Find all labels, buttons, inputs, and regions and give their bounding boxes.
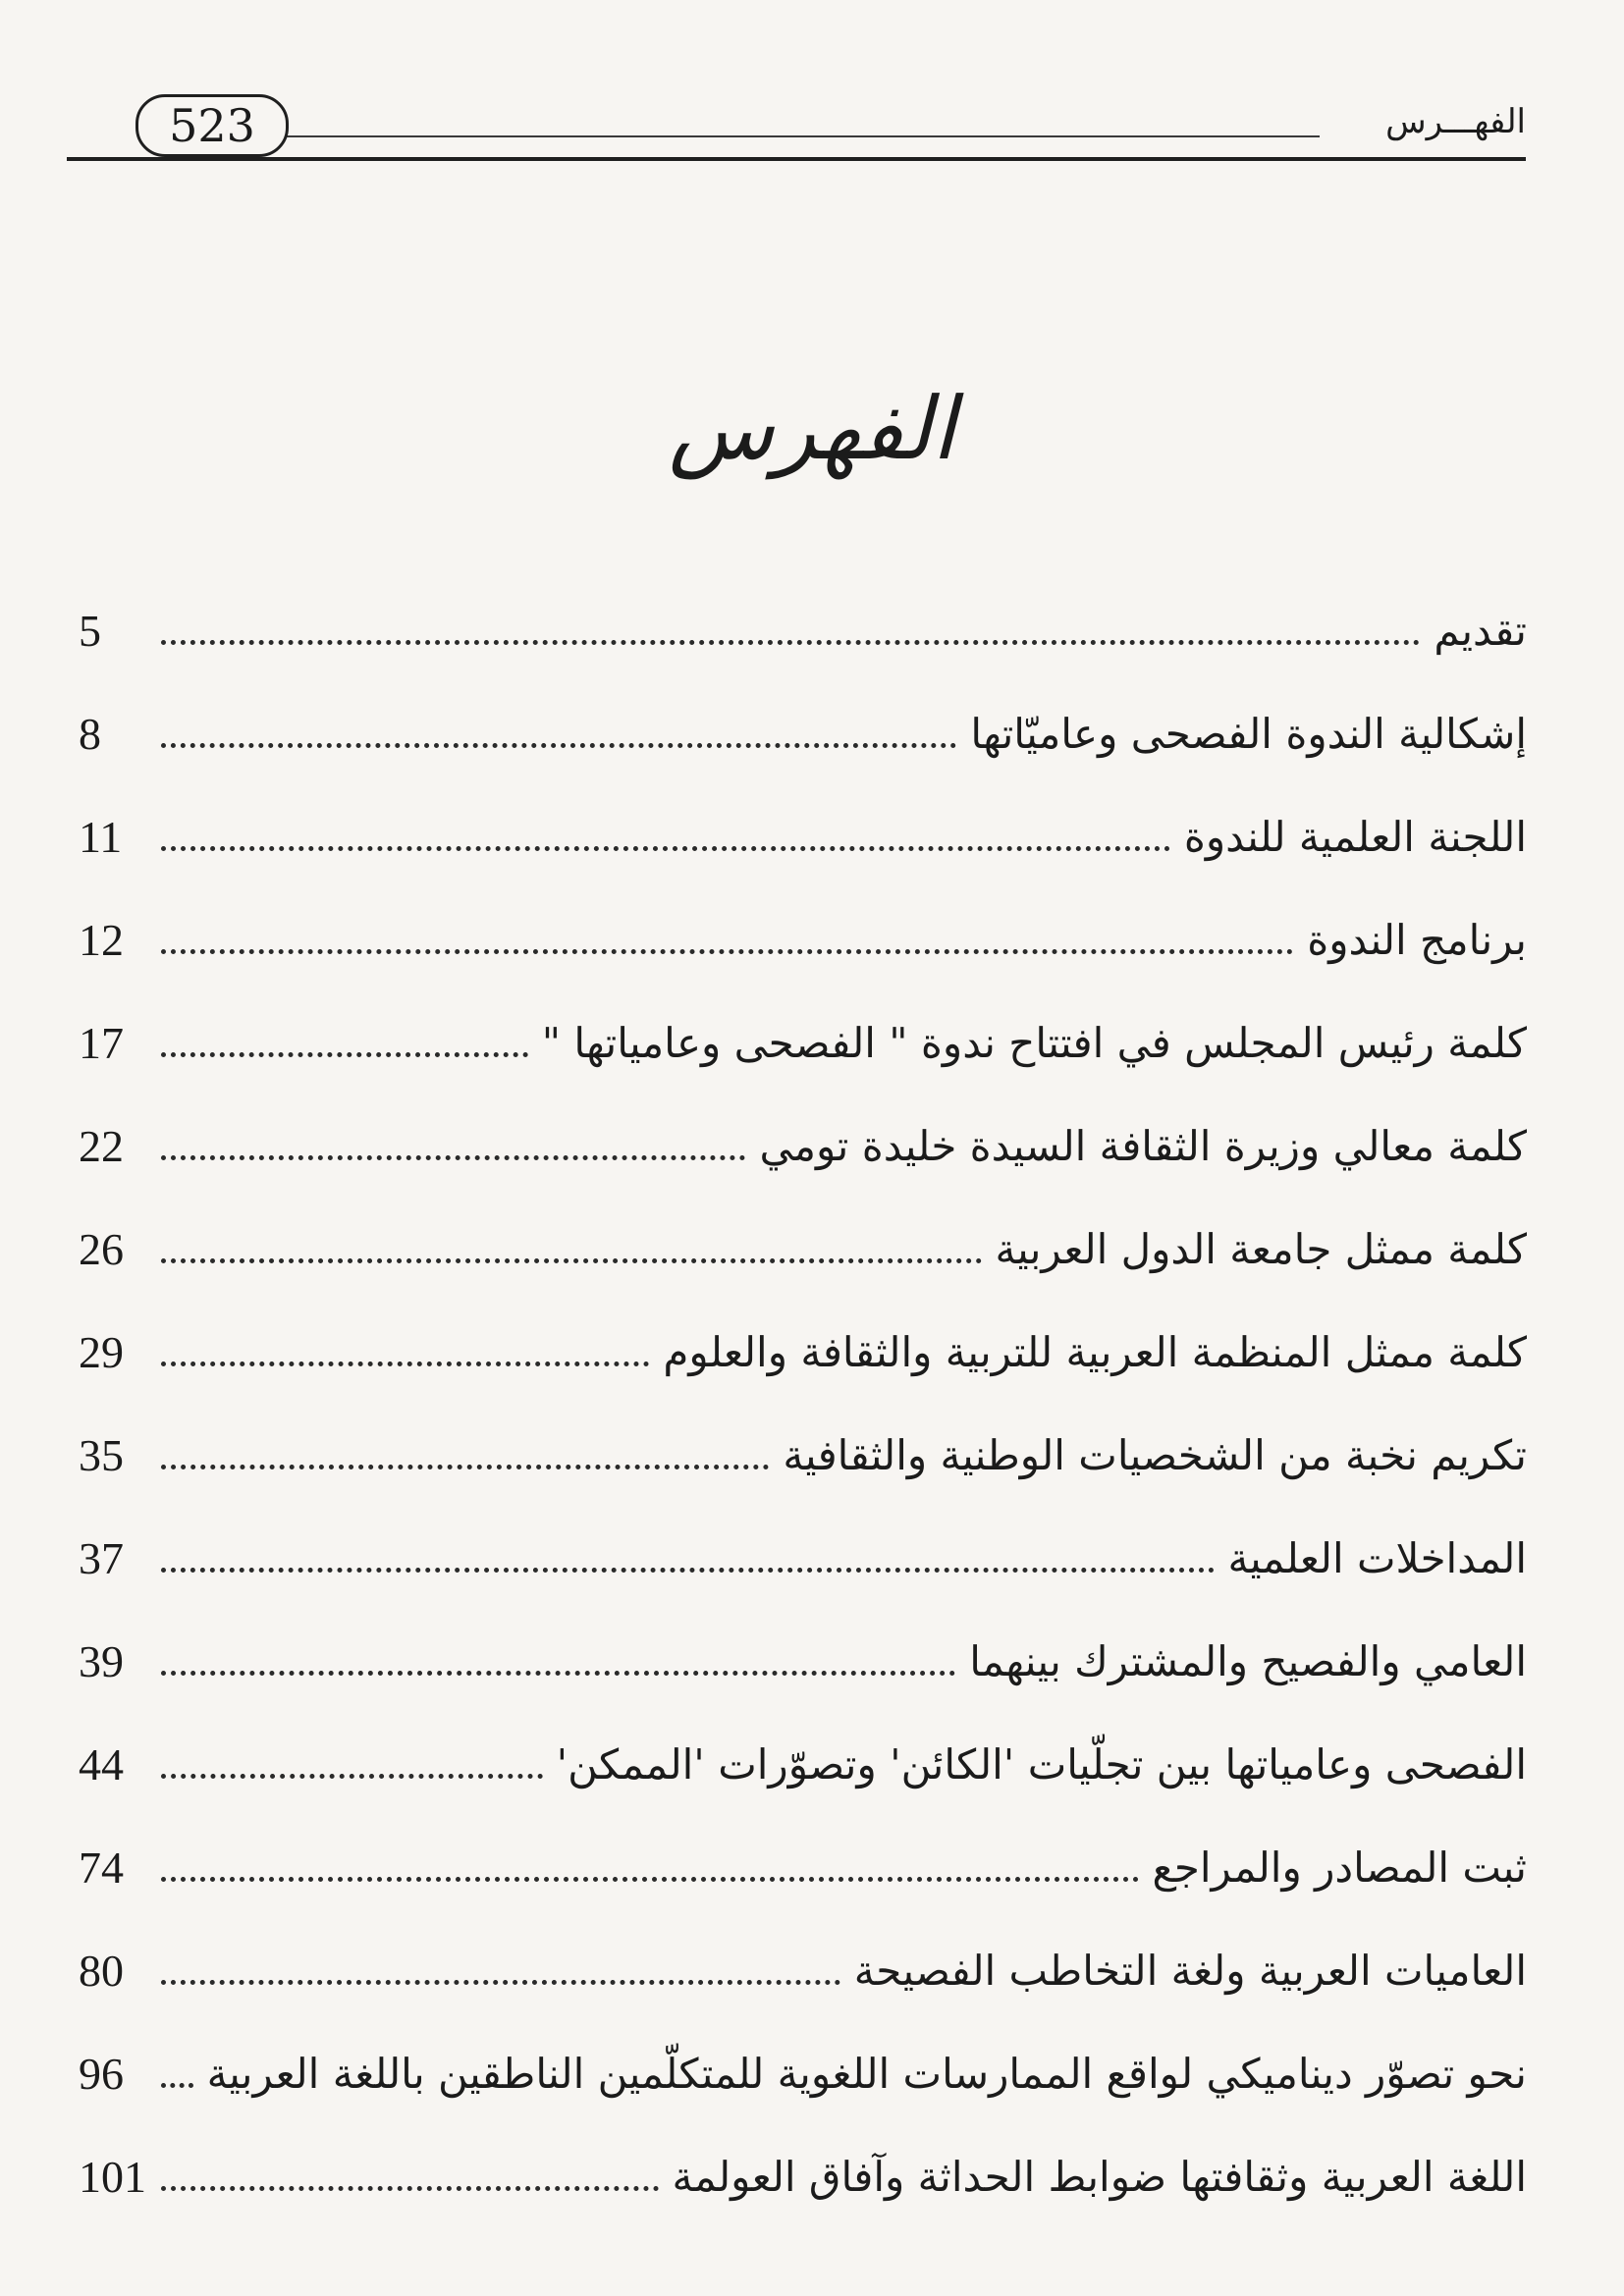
toc-entry-page-number: 8 <box>79 709 101 759</box>
toc-entry-title: الفصحى وعامياتها بين تجلّيات 'الكائن' وتصوّرات 'الممكن' <box>556 1740 1527 1789</box>
toc-dot-leader <box>161 1052 528 1057</box>
toc-entry-page-number: 101 <box>79 2152 146 2202</box>
toc-entry <box>79 888 1527 991</box>
toc-entry <box>79 1301 1527 1404</box>
toc-entry <box>79 579 1527 682</box>
running-title: الفهـــرس <box>1385 102 1526 141</box>
toc-entry-page-number: 12 <box>79 915 124 965</box>
header-rule <box>67 157 1526 161</box>
toc-entry <box>79 682 1527 785</box>
toc-entry <box>79 2125 1527 2228</box>
toc-entry-title: نحو تصوّر ديناميكي لواقع الممارسات اللغوية للمتكلّمين الناطقين باللغة العربية <box>206 2050 1527 2098</box>
toc-entry <box>79 1919 1527 2022</box>
toc-entry-title: العامي والفصيح والمشترك بينهما <box>969 1637 1527 1685</box>
toc-dot-leader <box>161 1465 769 1469</box>
toc-dot-leader <box>161 1568 1215 1573</box>
toc-dot-leader <box>161 846 1170 851</box>
toc-dot-leader <box>161 1258 982 1263</box>
toc-entry <box>79 2022 1527 2125</box>
toc-entry-page-number: 96 <box>79 2049 124 2099</box>
toc-entry-page-number: 74 <box>79 1842 124 1893</box>
toc-entry-title: كلمة معالي وزيرة الثقافة السيدة خليدة تومي <box>759 1122 1527 1170</box>
toc-dot-leader <box>161 1774 543 1779</box>
toc-entry <box>79 1610 1527 1713</box>
toc-entry-page-number: 37 <box>79 1533 124 1583</box>
toc-entry-title: كلمة ممثل جامعة الدول العربية <box>995 1225 1527 1273</box>
toc-entry <box>79 785 1527 888</box>
toc-entry-page-number: 29 <box>79 1327 124 1377</box>
toc-entry <box>79 1713 1527 1816</box>
toc-dot-leader <box>161 1877 1139 1882</box>
toc-entry-page-number: 35 <box>79 1430 124 1480</box>
toc-entry-title: كلمة ممثل المنظمة العربية للتربية والثقافة والعلوم <box>663 1328 1527 1376</box>
table-of-contents <box>79 579 1527 2228</box>
toc-dot-leader <box>161 2083 193 2088</box>
toc-entry-page-number: 17 <box>79 1018 124 1068</box>
toc-dot-leader <box>161 1980 840 1985</box>
toc-dot-leader <box>161 1362 649 1366</box>
page-header <box>67 94 1526 173</box>
toc-entry <box>79 1095 1527 1198</box>
toc-dot-leader <box>161 1671 955 1676</box>
toc-dot-leader <box>161 1155 745 1160</box>
toc-entry-page-number: 11 <box>79 812 123 862</box>
toc-entry-title: المداخلات العلمية <box>1227 1534 1527 1582</box>
toc-entry <box>79 1816 1527 1919</box>
toc-entry <box>79 991 1527 1095</box>
toc-entry-title: تقديم <box>1434 607 1527 655</box>
toc-dot-leader <box>161 743 956 748</box>
toc-dot-leader <box>161 2186 659 2191</box>
page-title: الفهرس <box>668 378 956 479</box>
toc-entry-title: اللجنة العلمية للندوة <box>1183 813 1527 861</box>
toc-entry-title: إشكالية الندوة الفصحى وعاميّاتها <box>970 710 1527 758</box>
toc-entry-page-number: 44 <box>79 1739 124 1789</box>
toc-entry-title: اللغة العربية وثقافتها ضوابط الحداثة وآفاق العولمة <box>672 2153 1527 2201</box>
page-number: 523 <box>135 94 289 157</box>
toc-entry-page-number: 22 <box>79 1121 124 1171</box>
header-rule-thin <box>263 135 1320 137</box>
toc-entry <box>79 1507 1527 1610</box>
toc-entry-title: ثبت المصادر والمراجع <box>1152 1843 1527 1892</box>
toc-entry <box>79 1404 1527 1507</box>
toc-entry <box>79 1198 1527 1301</box>
toc-entry-page-number: 39 <box>79 1636 124 1686</box>
toc-dot-leader <box>161 640 1420 645</box>
toc-entry-page-number: 5 <box>79 606 101 656</box>
toc-entry-title: العاميات العربية ولغة التخاطب الفصيحة <box>853 1947 1527 1995</box>
toc-entry-page-number: 26 <box>79 1224 124 1274</box>
toc-entry-page-number: 80 <box>79 1946 124 1996</box>
toc-entry-title: كلمة رئيس المجلس في افتتاح ندوة " الفصحى وعامياتها " <box>541 1019 1527 1067</box>
toc-entry-title: تكريم نخبة من الشخصيات الوطنية والثقافية <box>783 1431 1527 1479</box>
toc-dot-leader <box>161 949 1293 954</box>
toc-entry-title: برنامج الندوة <box>1307 916 1527 964</box>
